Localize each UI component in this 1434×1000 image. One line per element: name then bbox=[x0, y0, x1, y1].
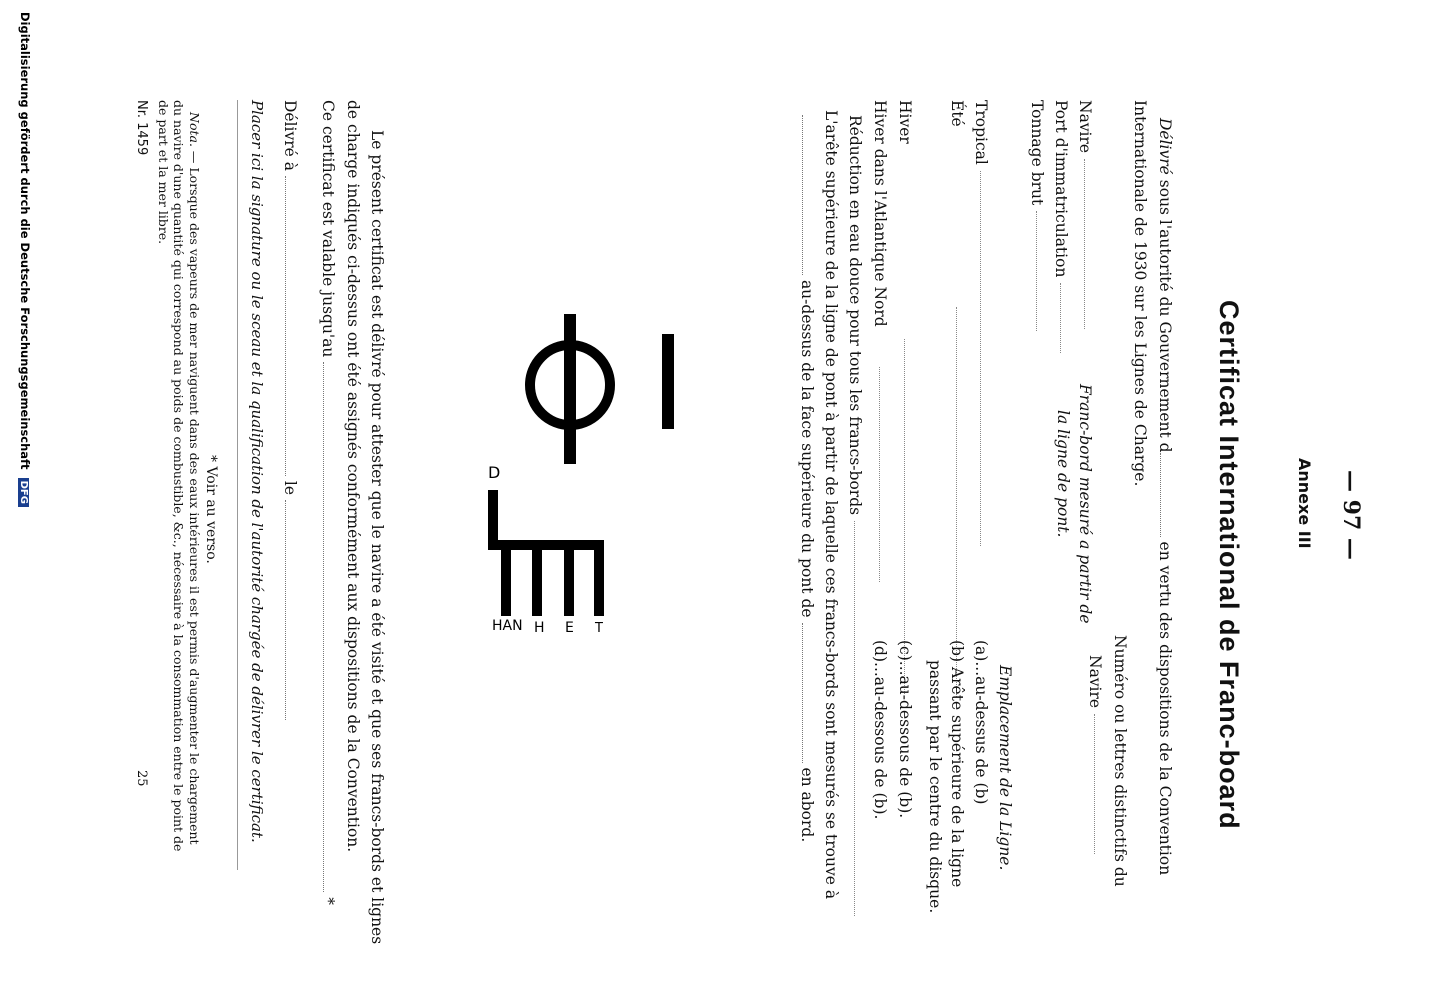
label-han: HAN bbox=[492, 618, 523, 634]
tonnage-label: Tonnage brut bbox=[1028, 100, 1046, 206]
tropical-label: Tropical bbox=[972, 100, 990, 165]
label-e: E bbox=[565, 620, 574, 636]
paragraph-line-1: Le présent certificat est délivré pour attester que le navire a été visité et que ses francs-bords et lignes bbox=[368, 130, 386, 945]
intro-line-2: Internationale de 1930 sur les Lignes de Charge. bbox=[1131, 100, 1149, 487]
mark-h bbox=[532, 550, 542, 616]
numero-line-1: Numéro ou lettres distinctifs du bbox=[1111, 635, 1129, 887]
label-d: D bbox=[488, 463, 501, 482]
port-field bbox=[1052, 100, 1070, 353]
reduction-label: Réduction en eau douce pour tous les francs-bords bbox=[846, 115, 864, 516]
nota-text-1: — Lorsque des vapeurs de mer naviguent dans des eaux intérieures il est permis d'augmenter le chargement bbox=[187, 146, 202, 845]
nota-label: Nota. bbox=[187, 112, 202, 147]
valable-line bbox=[319, 100, 337, 905]
freeboard-heading-1: Franc-bord mesuré a partir de bbox=[1076, 384, 1094, 624]
ete-row bbox=[948, 100, 966, 697]
watermark-text: Digitalisierung gefördert durch die Deutsche Forschungsgemeinschaft bbox=[18, 12, 32, 470]
line-b-1: (b) Arête supérieure de la ligne bbox=[948, 640, 966, 888]
intro-line-1 bbox=[1156, 118, 1174, 875]
hiver-atlantique-row bbox=[871, 100, 889, 582]
footer-page-num: 25 bbox=[134, 770, 149, 787]
valable-label: Ce certificat est valable jusqu'au bbox=[319, 100, 337, 358]
hiver-row bbox=[896, 100, 914, 694]
mark-d bbox=[488, 490, 498, 550]
intro-text-a: sous l'autorité du Gouvernement d bbox=[1156, 174, 1174, 453]
dfg-logo: DFG bbox=[18, 478, 29, 507]
disc-line bbox=[564, 314, 576, 464]
tropical-row bbox=[972, 100, 990, 546]
delivre-label: Délivré à bbox=[281, 100, 299, 172]
hiver-label: Hiver bbox=[896, 100, 914, 144]
ete-label: Été bbox=[948, 100, 966, 127]
freeboard-heading-2: la ligne de pont. bbox=[1054, 410, 1072, 538]
page-number: — 97 — bbox=[1338, 470, 1364, 560]
numero-line-2 bbox=[1086, 655, 1104, 854]
footer-ref: Nr. 1459 bbox=[134, 100, 149, 156]
paragraph-line-2: de charge indiqués ci-dessus ont été assignés conformément aux dispositions de la Convention. bbox=[344, 100, 362, 853]
label-h: H bbox=[534, 620, 545, 636]
signature-instruction: Placer ici la signature ou le sceau et la qualification de l'autorité chargée de délivrer le certificat. bbox=[248, 100, 266, 843]
nota-line-3: de part et la mer libre. bbox=[156, 100, 171, 245]
arete-2b: en abord. bbox=[798, 767, 816, 843]
voir-au-verso: * Voir au verso. bbox=[203, 455, 219, 564]
load-line-mark-diagram bbox=[444, 300, 804, 640]
line-a: (a)...au-dessus de (b) bbox=[972, 640, 990, 805]
numero-navire-label: Navire bbox=[1086, 655, 1104, 709]
line-d: (d)...au-dessous de (b). bbox=[871, 640, 889, 820]
label-t: T bbox=[595, 621, 603, 636]
valable-asterisk: * bbox=[319, 897, 337, 906]
nota-line-1 bbox=[187, 112, 202, 845]
line-c: (c)...au-dessous de (b). bbox=[896, 640, 914, 819]
emplacement-heading: Emplacement de la Ligne. bbox=[996, 665, 1014, 871]
line-b-2: passant par le centre du disque. bbox=[926, 660, 944, 914]
annex-heading: Annexe III bbox=[1295, 458, 1314, 549]
navire-label: Navire bbox=[1076, 100, 1094, 154]
nota-line-2: du navire d'une quantité qui correspond au poids de combustible, &c., nécessaire à la consommation entre le point de bbox=[171, 100, 186, 852]
certificate-title: Certificat International de Franc-board bbox=[1214, 300, 1244, 830]
intro-text-b: en vertu des dispositions de la Convention bbox=[1156, 541, 1174, 876]
mark-t bbox=[594, 550, 604, 616]
delivre-line bbox=[281, 100, 299, 720]
intro-italic: Délivré bbox=[1156, 118, 1174, 175]
mark-e bbox=[564, 550, 574, 616]
mark-han bbox=[501, 550, 511, 616]
vertical-mark bbox=[488, 540, 604, 550]
tonnage-field bbox=[1028, 100, 1046, 331]
hiver-atlantique-label: Hiver dans l'Atlantique Nord bbox=[871, 100, 889, 327]
dfg-watermark bbox=[18, 12, 32, 507]
le-label: le bbox=[281, 480, 299, 496]
signature-rule bbox=[237, 100, 238, 870]
port-label: Port d'immatriculation bbox=[1052, 100, 1070, 278]
reduction-row bbox=[846, 115, 864, 916]
navire-field bbox=[1076, 100, 1094, 329]
arete-2a: au-dessus de la face supérieure du pont de bbox=[798, 279, 816, 618]
arete-line-1: L'arête supérieure de la ligne de pont à partir de laquelle ces francs-bords sont mesurés se trouve à bbox=[822, 110, 840, 900]
deck-line-mark bbox=[662, 334, 674, 429]
